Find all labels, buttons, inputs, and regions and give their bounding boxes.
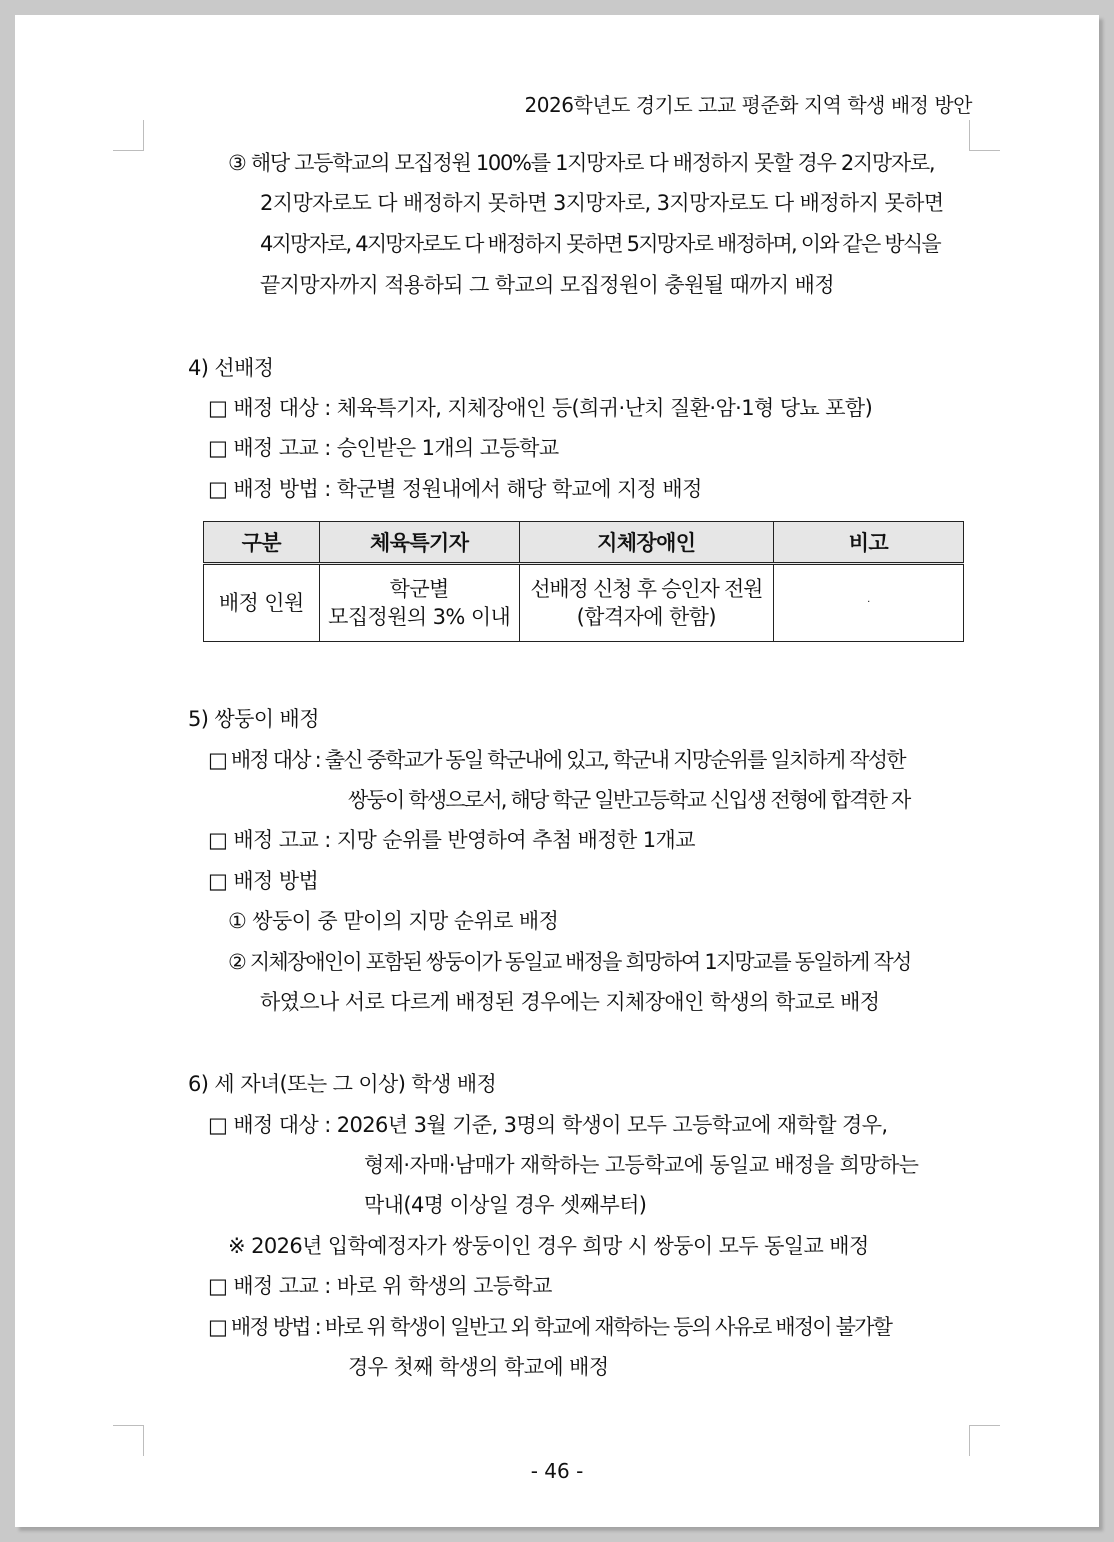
section-5-target-line-2: 쌍둥이 학생으로서, 해당 학군 일반고등학교 신입생 전형에 합격한 자 <box>348 788 910 812</box>
item-3-line-1: ③ 해당 고등학교의 모집정원 100%를 1지망자로 다 배정하지 못할 경우 2지망자로, <box>228 151 935 175</box>
table-header-row <box>204 522 964 564</box>
section-5-method-2-cont: 하였으나 서로 다르게 배정된 경우에는 지체장애인 학생의 학교로 배정 <box>260 990 880 1014</box>
section-5-heading: 5) 쌍둥이 배정 <box>188 707 319 731</box>
table-header-note: 비고 <box>773 522 963 564</box>
section-6-method-line-2: 경우 첫째 학생의 학교에 배정 <box>348 1355 609 1379</box>
table-cell-athletes <box>319 564 519 642</box>
item-3-line-2: 2지망자로도 다 배정하지 못하면 3지망자로, 3지망자로도 다 배정하지 못하면 <box>260 191 944 215</box>
athletes-line-1: 학군별 <box>389 577 449 601</box>
section-5-target-line-1: □ 배정 대상 : 출신 중학교가 동일 학군내에 있고, 학군내 지망순위를 일치하게 작성한 <box>208 748 905 772</box>
crop-mark-bottom-right <box>969 1425 1000 1456</box>
section-5-method-1: ① 쌍둥이 중 맏이의 지망 순위로 배정 <box>228 909 559 933</box>
section-6-heading: 6) 세 자녀(또는 그 이상) 학생 배정 <box>188 1072 497 1096</box>
section-6-target-line-3: 막내(4명 이상일 경우 셋째부터) <box>364 1193 647 1217</box>
table-header-disabled: 지체장애인 <box>519 522 773 564</box>
crop-mark-top-right <box>969 120 1000 151</box>
table-cell-note: · <box>773 564 963 642</box>
section-5-school: □ 배정 고교 : 지망 순위를 반영하여 추첨 배정한 1개교 <box>208 828 695 852</box>
athletes-line-2: 모집정원의 3% 이내 <box>328 605 511 629</box>
table-header-athletes: 체육특기자 <box>319 522 519 564</box>
section-5-method-2: ② 지체장애인이 포함된 쌍둥이가 동일교 배정을 희망하여 1지망교를 동일하게 작성 <box>228 950 911 974</box>
section-6-target-line-2: 형제·자매·남매가 재학하는 고등학교에 동일교 배정을 희망하는 <box>364 1153 919 1177</box>
crop-mark-top-left <box>113 120 144 151</box>
section-6-school: □ 배정 고교 : 바로 위 학생의 고등학교 <box>208 1274 552 1298</box>
item-3-line-3: 4지망자로, 4지망자로도 다 배정하지 못하면 5지망자로 배정하며, 이와 같은 방식을 <box>260 232 940 256</box>
section-4-school: □ 배정 고교 : 승인받은 1개의 고등학교 <box>208 436 559 460</box>
pre-allocation-table <box>203 521 964 642</box>
crop-mark-bottom-left <box>113 1425 144 1456</box>
table-row <box>204 564 964 642</box>
section-4-heading: 4) 선배정 <box>188 356 274 380</box>
page-number: - 46 - <box>530 1459 584 1483</box>
section-6-target-line-1: □ 배정 대상 : 2026년 3월 기준, 3명의 학생이 모두 고등학교에 재학할 경우, <box>208 1113 888 1137</box>
table-cell-label: 배정 인원 <box>204 564 320 642</box>
document-page <box>15 15 1099 1527</box>
section-4-target: □ 배정 대상 : 체육특기자, 지체장애인 등(희귀·난치 질환·암·1형 당뇨 포함) <box>208 396 873 420</box>
disabled-line-1: 선배정 신청 후 승인자 전원 <box>530 577 763 601</box>
section-5-method-heading: □ 배정 방법 <box>208 869 319 893</box>
running-header-title: 2026학년도 경기도 고교 평준화 지역 학생 배정 방안 <box>524 93 972 117</box>
section-6-note: ※ 2026년 입학예정자가 쌍둥이인 경우 희망 시 쌍둥이 모두 동일교 배정 <box>228 1234 869 1258</box>
table-cell-disabled <box>519 564 773 642</box>
section-4-method: □ 배정 방법 : 학군별 정원내에서 해당 학교에 지정 배정 <box>208 477 702 501</box>
item-3-line-4: 끝지망자까지 적용하되 그 학교의 모집정원이 충원될 때까지 배정 <box>260 273 835 297</box>
section-6-method-line-1: □ 배정 방법 : 바로 위 학생이 일반고 외 학교에 재학하는 등의 사유로 배정이 불가할 <box>208 1315 892 1339</box>
table-header-category: 구분 <box>204 522 320 564</box>
disabled-line-2: (합격자에 한함) <box>576 605 716 629</box>
